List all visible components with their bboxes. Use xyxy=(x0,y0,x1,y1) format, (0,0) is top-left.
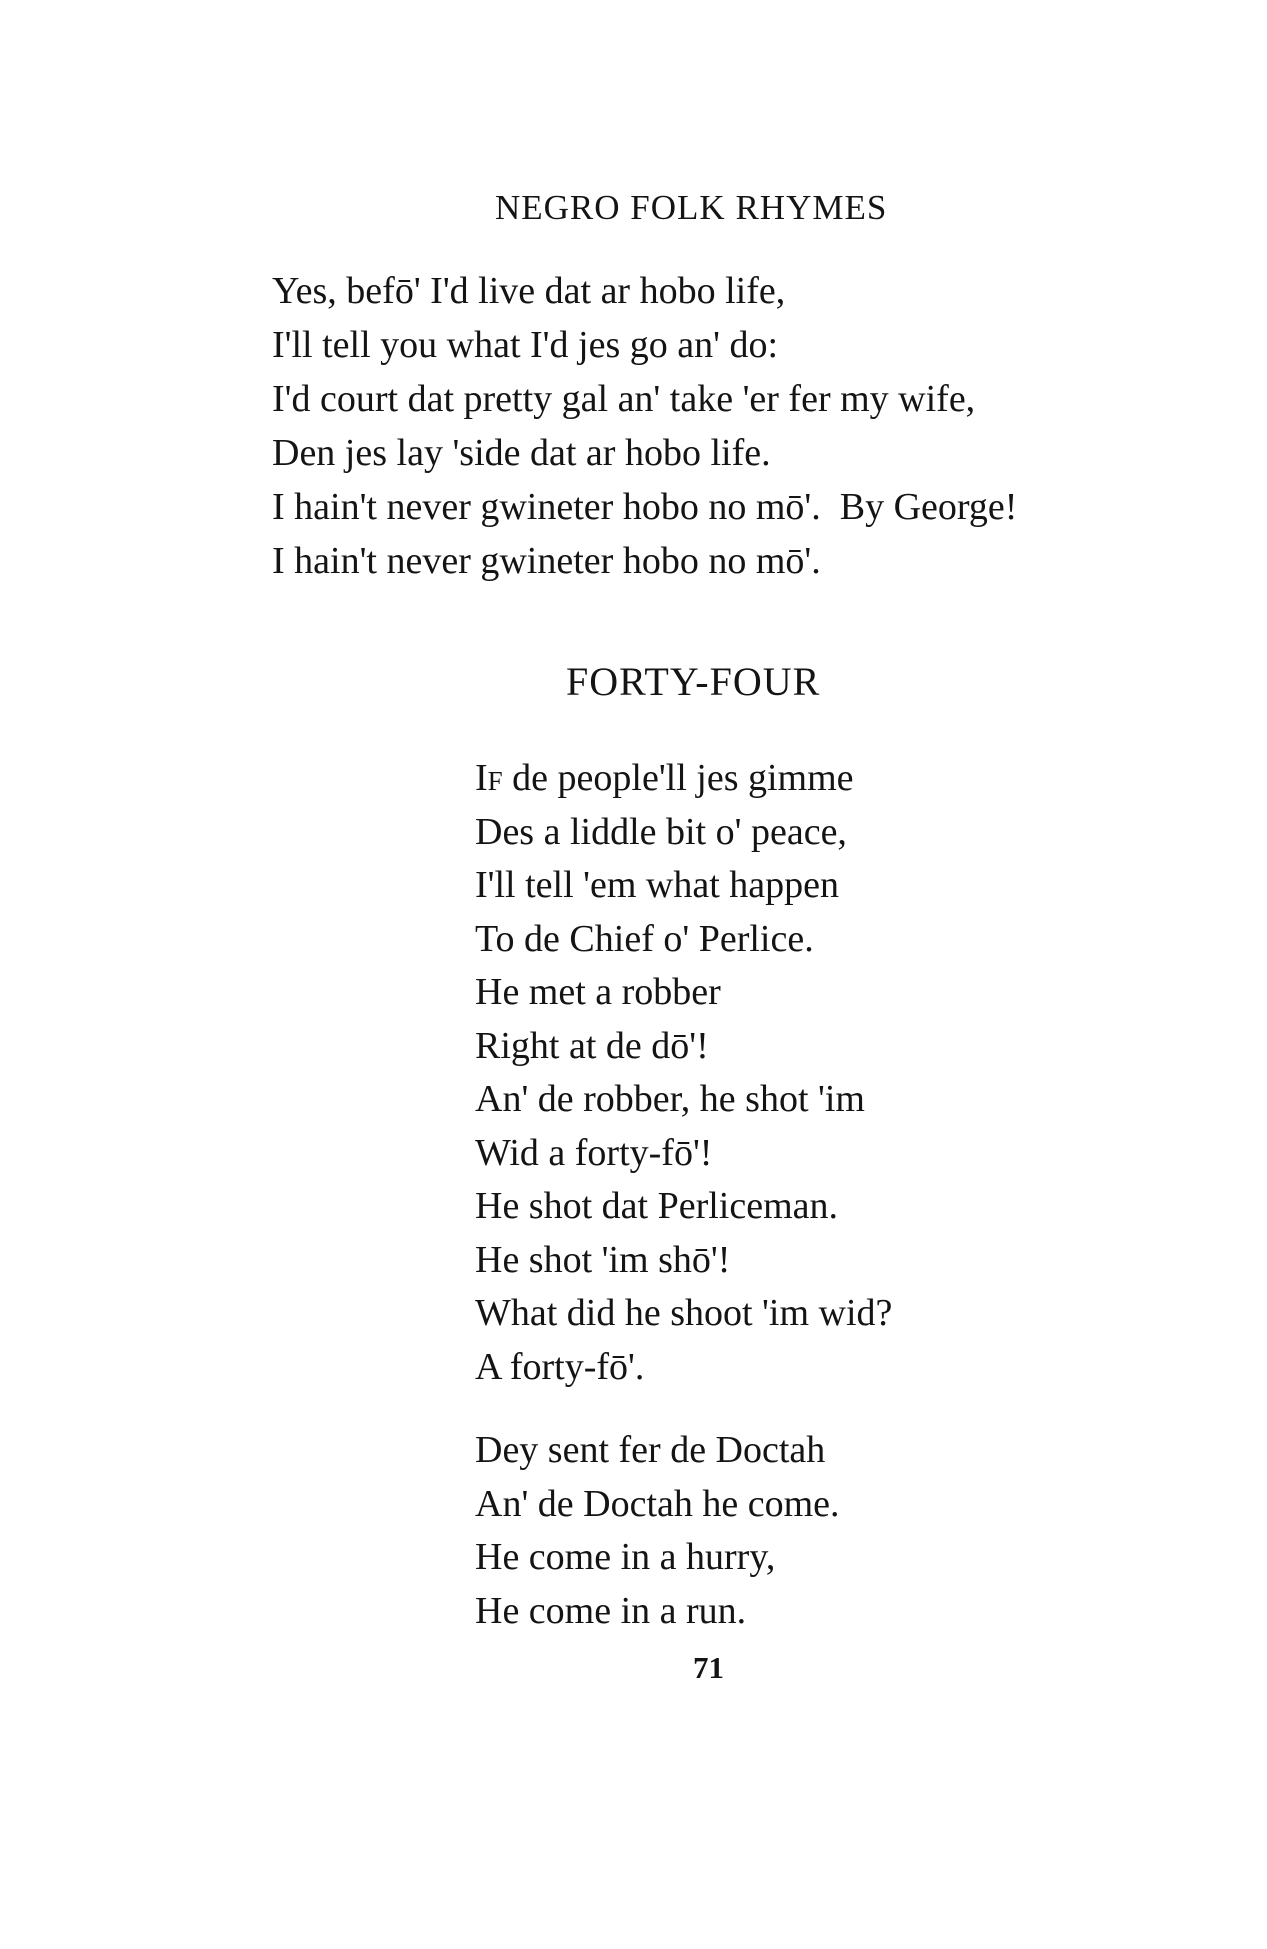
verse-line: Des a liddle bit o' peace, xyxy=(475,810,847,853)
verse-line: He shot dat Perliceman. xyxy=(475,1185,839,1227)
verse-line: I hain't never gwineter hobo no mō'. xyxy=(272,540,821,582)
verse-line: To de Chief o' Perlice. xyxy=(475,917,814,960)
verse-line: An' de Doctah he come. xyxy=(475,1482,840,1525)
stanza-forty-four-1 xyxy=(475,752,892,1394)
verse-line: I'll tell you what I'd jes go an' do: xyxy=(272,324,779,366)
verse-line: I hain't never gwineter hobo no mō'. By George! xyxy=(272,486,1018,528)
verse-line: I'd court dat pretty gal an' take 'er fer my wife, xyxy=(272,378,976,420)
verse-line: An' de robber, he shot 'im xyxy=(475,1078,865,1120)
verse-line-first xyxy=(475,752,892,806)
stanza-hobo-life xyxy=(272,264,1017,588)
poem-title: FORTY-FOUR xyxy=(566,659,821,704)
running-head: NEGRO FOLK RHYMES xyxy=(495,188,888,227)
verse-line: He come in a hurry, xyxy=(475,1536,776,1578)
verse-line: He shot 'im shō'! xyxy=(475,1238,731,1281)
verse-line: He met a robber xyxy=(475,971,721,1013)
verse-line: Wid a forty-fō'! xyxy=(475,1131,713,1174)
verse-line: Yes, befō' I'd live dat ar hobo life, xyxy=(272,270,786,312)
verse-line: A forty-fō'. xyxy=(475,1345,645,1388)
verse-line: Den jes lay 'side dat ar hobo life. xyxy=(272,432,771,474)
page-number: 71 xyxy=(693,1650,724,1685)
verse-line: He come in a run. xyxy=(475,1589,747,1632)
verse-line: I'll tell 'em what happen xyxy=(475,864,840,906)
drop-word: If xyxy=(475,757,503,799)
stanza-forty-four-2 xyxy=(475,1424,840,1638)
verse-line: Dey sent fer de Doctah xyxy=(475,1429,826,1471)
verse-line: Right at de dō'! xyxy=(475,1024,709,1067)
verse-line: What did he shoot 'im wid? xyxy=(475,1292,893,1334)
first-line-rest: de people'll jes gimme xyxy=(502,757,854,799)
